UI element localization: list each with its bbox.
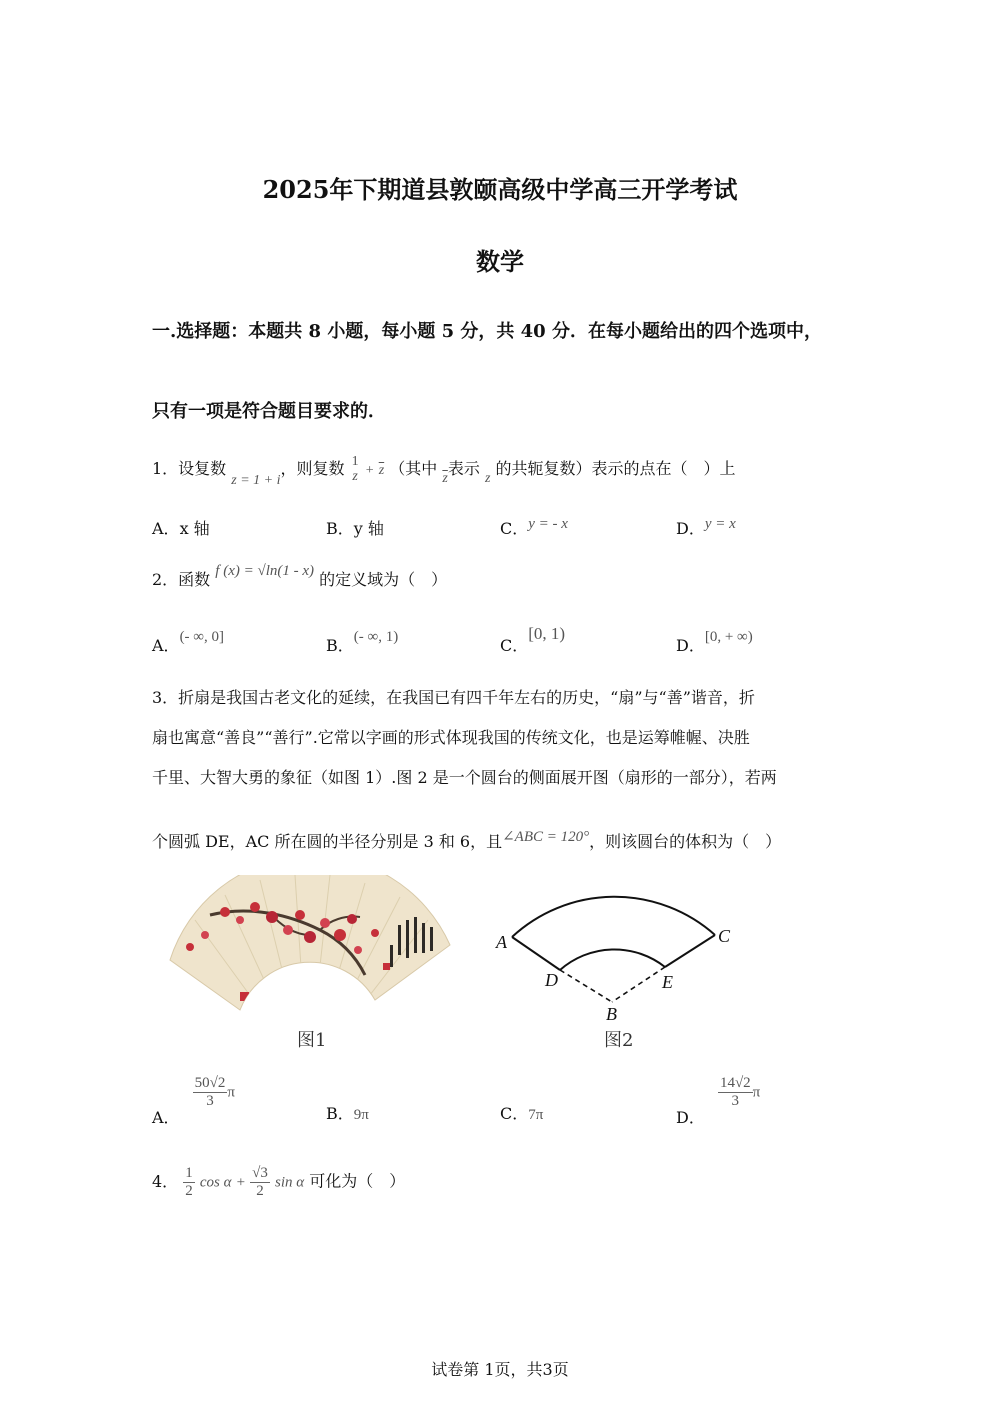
question-1 [152,454,736,488]
q2-prefix: 2．函数 [152,570,211,589]
q1-prefix: 1．设复数 [152,458,227,478]
figure-2-caption: 图2 [604,1030,634,1051]
section-heading-line2: 只有一项是符合题目要求的． [152,401,386,422]
point-b-label: B [606,1004,617,1024]
q2-option-a[interactable]: A．(- ∞, 0] [152,629,224,655]
q1-paren-open: （其中 [389,458,438,478]
q3-angle: ∠ABC = 120° [502,829,590,845]
page-footer: 试卷第 1页，共3页 [431,1360,569,1379]
q1-option-d[interactable]: D．y = x [676,516,736,538]
q3-option-b[interactable]: B．9π [326,1104,369,1123]
q1-tail: 的共轭复数）表示的点在（ ）上 [495,458,736,478]
q1-expr-fraction: 1 z [351,454,359,485]
q4-sin: sin α [274,1174,305,1191]
section-heading-line1: 一.选择题：本题共 8 小题，每小题 5 分，共 40 分．在每小题给出的四个选项中， [152,321,822,342]
q2-tail: 的定义域为（ ） [319,570,448,589]
q4-prefix: 4． [152,1171,179,1191]
exam-title: 2025年下期道县敦颐高级中学高三开学考试 [262,175,738,204]
point-c-label: C [718,926,731,946]
sector-diagram [490,860,750,1030]
q3-line3: 千里、大智大勇的象征（如图 1）.图 2 是一个圆台的侧面展开图（扇形的一部分），若两 [152,768,777,787]
q4-plus: + [236,1174,246,1191]
q3-line2: 扇也寓意“善良”“善行”.它常以字画的形式体现我国的传统文化，也是运筹帷幄、决胜 [152,728,750,747]
q1-expr-plus: + [365,462,374,478]
q4-fraction-1: $\frac{1}{2}$ [185,1165,193,1199]
fan-painting-image [160,875,460,1015]
q1-z-def: z = 1 + i [231,472,281,488]
figure-1-caption: 图1 [297,1030,327,1051]
q1-zbar-label: $\overline{z}$ [442,470,448,486]
point-e-label: E [662,972,673,992]
q3-line1: 3．折扇是我国古老文化的延续，在我国已有四千年左右的历史，“扇”与“善”谐音，折 [152,688,755,707]
point-d-label: D [545,970,558,990]
q3-option-d[interactable]: D． $\frac{14√2}{3}$ π [676,1075,761,1127]
q2-option-d[interactable]: D．[0, + ∞) [676,629,753,655]
q4-tail: 可化为（ ） [309,1171,406,1191]
q2-function: f (x) = √ln(1 - x) [215,563,315,579]
question-4 [152,1165,405,1199]
q1-option-c[interactable]: C．y = - x [500,516,568,538]
q3-option-a[interactable]: A． $\frac{50√2}{3}$ π [152,1075,235,1127]
q1-show: 表示 [447,458,480,478]
q4-fraction-2: $\frac{√3}{2}$ [252,1165,268,1199]
q3-option-c[interactable]: C．7π [500,1104,544,1123]
q1-mid: ，则复数 [280,458,345,478]
q3-line4: 个圆弧 DE，AC 所在圆的半径分别是 3 和 6，且∠ABC = 120°，则该圆台的体积为（ ） [152,829,782,851]
q4-cos: cos α [199,1174,232,1191]
q2-option-c[interactable]: C．[0, 1) [500,624,566,655]
q2-option-b[interactable]: B．(- ∞, 1) [326,629,399,655]
subject-title: 数学 [476,247,524,276]
q1-option-b[interactable]: B．y 轴 [326,519,384,538]
point-a-label: A [496,932,507,952]
question-2 [152,563,448,590]
q1-option-a[interactable]: A．x 轴 [152,519,210,538]
q1-z-label: z [484,470,491,486]
q1-expr-zbar: $\overline{z}$ [378,462,385,478]
